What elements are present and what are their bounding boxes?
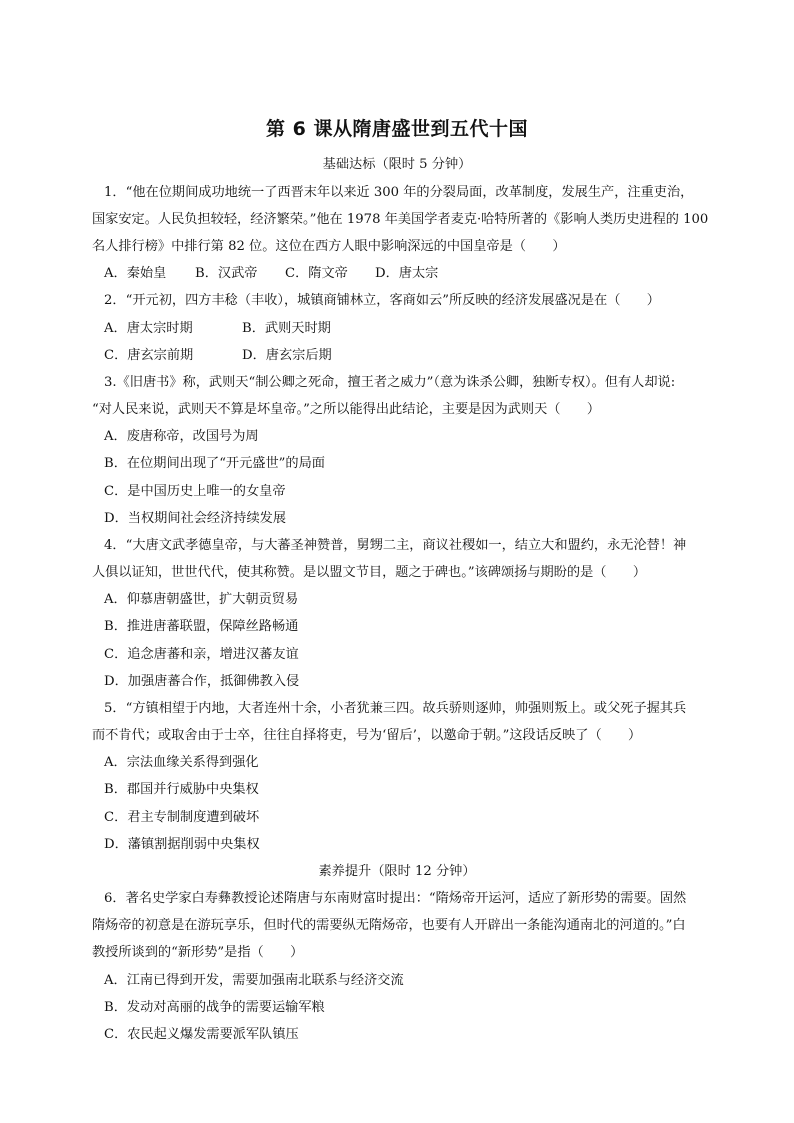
section-heading-basic: 基础达标（限时 5 分钟） xyxy=(322,157,472,172)
question-2-option-a: A．唐太宗时期 xyxy=(104,321,193,336)
question-6-option-b: B．发动对高丽的战争的需要运输军粮 xyxy=(104,1000,325,1015)
question-1-line-2: 国家安定。人民负担较轻，经济繁荣。”他在 1978 年美国学者麦克·哈特所著的《影响人类历史进程的 100 xyxy=(92,212,709,227)
question-3-option-c: C．是中国历史上唯一的女皇帝 xyxy=(104,484,286,499)
question-1-option-a: A．秦始皇 xyxy=(104,266,167,281)
question-4-option-a: A．仰慕唐朝盛世，扩大朝贡贸易 xyxy=(104,592,299,607)
question-4-option-d: D．加强唐蕃合作，抵御佛教入侵 xyxy=(104,674,300,689)
question-2-option-d: D．唐玄宗后期 xyxy=(242,348,332,363)
question-6-line-2: 隋炀帝的初意是在游玩享乐，但时代的需要纵无隋炀帝，也要有人开辟出一条能沟通南北的河道的。”白 xyxy=(92,918,686,933)
question-5-line-1: 5．“方镇相望于内地，大者连州十余，小者犹兼三四。故兵骄则逐帅，帅强则叛上。或父死子握其兵 xyxy=(104,701,687,716)
question-1-option-b: B．汉武帝 xyxy=(195,266,258,281)
question-5-option-a: A．宗法血缘关系得到强化 xyxy=(104,755,259,770)
question-4-line-1: 4．“大唐文武孝德皇帝，与大蕃圣神赞普，舅甥二主，商议社稷如一，结立大和盟约，永无沦替！神 xyxy=(104,538,687,553)
question-3-line-1: 3.《旧唐书》称，武则天“制公卿之死命，擅王者之威力”（意为诛杀公卿，独断专权）。但有人却说: xyxy=(104,375,676,390)
question-6-line-1: 6．著名史学家白寿彝教授论述隋唐与东南财富时提出：“隋炀帝开运河，适应了新形势的需要。固然 xyxy=(104,891,687,906)
question-4-option-b: B．推进唐蕃联盟，保障丝路畅通 xyxy=(104,619,299,634)
question-1-option-d: D．唐太宗 xyxy=(375,266,439,281)
question-2-option-c: C．唐玄宗前期 xyxy=(104,348,194,363)
question-2-option-b: B．武则天时期 xyxy=(242,321,331,336)
question-6-option-c: C．农民起义爆发需要派军队镇压 xyxy=(104,1027,299,1042)
question-4-line-2: 人俱以证知，世世代代，使其称赞。是以盟文节目，题之于碑也。”该碑颂扬与期盼的是（ ） xyxy=(92,565,647,580)
question-2-line-1: 2．“开元初，四方丰稔（丰收），城镇商铺林立，客商如云”所反映的经济发展盛况是在（ ） xyxy=(104,293,660,308)
question-5-line-2: 而不肯代；或取舍由于士卒，往往自择将吏，号为‘留后’，以邀命于朝。”这段话反映了（ ） xyxy=(92,728,642,743)
question-1-line-3: 名人排行榜》中排行第 82 位。这位在西方人眼中影响深远的中国皇帝是（ ） xyxy=(92,239,566,254)
question-5-option-d: D．藩镇割据削弱中央集权 xyxy=(104,837,260,852)
question-3-line-2: “对人民来说，武则天不算是坏皇帝。”之所以能得出此结论，主要是因为武则天（ ） xyxy=(92,402,601,417)
question-3-option-d: D．当权期间社会经济持续发展 xyxy=(104,511,287,526)
question-1-option-c: C．隋文帝 xyxy=(285,266,348,281)
section-heading-advanced: 素养提升（限时 12 分钟） xyxy=(318,864,476,879)
question-6-line-3: 教授所谈到的“新形势”是指（ ） xyxy=(92,945,304,960)
question-5-option-c: C．君主专制制度遭到破坏 xyxy=(104,810,260,825)
page-title: 第 6 课从隋唐盛世到五代十国 xyxy=(266,118,528,140)
question-6-option-a: A．江南已得到开发，需要加强南北联系与经济交流 xyxy=(104,973,404,988)
question-5-option-b: B．郡国并行威胁中央集权 xyxy=(104,782,259,797)
question-3-option-a: A．废唐称帝，改国号为周 xyxy=(104,429,259,444)
question-4-option-c: C．追念唐蕃和亲，增进汉蕃友谊 xyxy=(104,647,299,662)
question-1-line-1: 1．“他在位期间成功地统一了西晋末年以来近 300 年的分裂局面，改革制度，发展生产，注重吏治， xyxy=(104,185,694,200)
question-3-option-b: B．在位期间出现了“开元盛世”的局面 xyxy=(104,456,325,471)
